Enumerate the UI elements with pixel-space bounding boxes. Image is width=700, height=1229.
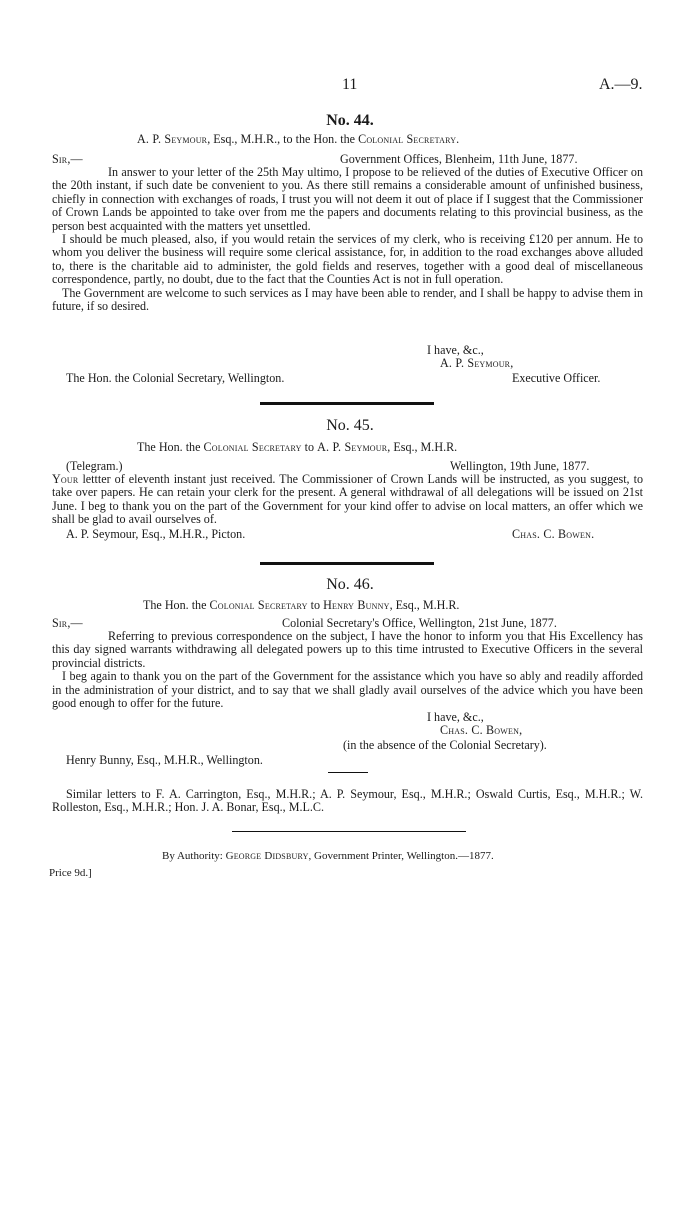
letter-46-body <box>52 630 643 710</box>
letter-44-heading-to: Colonial Secretary. <box>358 132 460 146</box>
document-reference: A.—9. <box>599 76 643 93</box>
letter-46-heading <box>143 599 459 612</box>
price: Price 9d.] <box>49 867 92 879</box>
letter-46-heading-to: Henry Bunny <box>323 598 390 612</box>
letter-45-place-date: Wellington, 19th June, 1877. <box>450 459 590 473</box>
letter-46-heading-post: , Esq., M.H.R. <box>389 598 460 612</box>
letter-45-addressee: A. P. Seymour, Esq., M.H.R., Picton. <box>66 527 246 541</box>
letter-46-paragraph: Referring to previous correspondence on the subject, I have the honor to inform you that His Excellency has this day signed warrants withdrawing all delegated powers up to this time intrusted to Executive Officers in the several provincial districts. <box>52 629 643 670</box>
letter-44-signature-title: Executive Officer. <box>512 371 601 385</box>
letter-46-place-date: Colonial Secretary's Office, Wellington, 21st June, 1877. <box>282 616 557 630</box>
letter-46-closing: I have, &c., <box>427 710 484 724</box>
letter-45-signature: Chas. C. Bowen. <box>512 527 595 541</box>
letter-44-heading-from: A. P. Seymour <box>137 132 208 146</box>
letter-46-heading-pre: The Hon. the <box>143 598 210 612</box>
section-divider <box>260 562 434 565</box>
letter-45-body <box>52 473 643 527</box>
section-divider <box>260 402 434 405</box>
letter-46-signature: Chas. C. Bowen, <box>440 723 523 737</box>
printer-authority <box>162 850 494 863</box>
letter-46-signature-note: (in the absence of the Colonial Secretary). <box>343 738 547 752</box>
letter-44-paragraph: I should be much pleased, also, if you would retain the services of my clerk, who is receiving £120 per annum. He to whom you deliver the business will require some clerical assistance, for, in addition to the road exchanges above alluded to, there is the charitable aid to administer, the gold fields and reserves, together with a good deal of miscellaneous correspondence, partly, no doubt, due to the fact that the Counties Act is not in full operation. <box>52 232 643 287</box>
letter-45-number: No. 45. <box>326 417 374 434</box>
letter-46-heading-from: Colonial Secretary <box>209 598 308 612</box>
letter-44-heading-mid: , Esq., M.H.R., to the Hon. the <box>207 132 359 146</box>
short-divider <box>328 772 368 773</box>
letter-46-heading-mid: to <box>307 598 324 612</box>
authority-prefix: By Authority: <box>162 850 226 862</box>
letter-44-closing: I have, &c., <box>427 343 484 357</box>
authority-suffix: , Government Printer, Wellington.—1877. <box>308 850 494 862</box>
letter-44-signature: A. P. Seymour, <box>440 356 514 370</box>
letter-44-place-date: Government Offices, Blenheim, 11th June, 1877. <box>340 152 578 166</box>
letter-46-addressee: Henry Bunny, Esq., M.H.R., Wellington. <box>66 753 263 767</box>
letter-45-heading-mid: to <box>301 440 318 454</box>
letter-44-heading <box>137 133 459 146</box>
letter-44-salutation: Sir,— <box>52 152 83 166</box>
page-number: 11 <box>342 76 358 93</box>
letter-44-paragraph: The Government are welcome to such services as I may have been able to render, and I shall be happy to advise them in future, if so desired. <box>52 285 643 314</box>
printer-name: George Didsbury <box>225 850 309 862</box>
letter-45-heading-pre: The Hon. the <box>137 440 204 454</box>
letter-46-salutation: Sir,— <box>52 616 83 630</box>
letter-44-addressee: The Hon. the Colonial Secretary, Wellington. <box>66 371 285 385</box>
letter-45-heading-from: Colonial Secretary <box>203 440 302 454</box>
letter-46-paragraph: I beg again to thank you on the part of the Government for the assistance which you have so ably and readily afforded in the administration of your district, and to say that we shall gladly avail ourselves of the advice which you have been good enough to offer for the future. <box>52 669 643 711</box>
letter-45-text: lettter of eleventh instant just received. The Commissioner of Crown Lands will be instructed, as you suggest, to take over papers. He can retain your clerk for the present. A general withdrawal of all delegations will be issued on 21st June. I beg to thank you on the part of the Government for your kind offer to advise on local matters, an offer which we shall be glad to avail ourselves of. <box>52 472 643 527</box>
letter-45-heading-to: A. P. Seymour <box>317 440 388 454</box>
letter-45-telegram-label: (Telegram.) <box>66 459 123 473</box>
letter-45-heading-post: , Esq., M.H.R. <box>387 440 458 454</box>
letter-44-number: No. 44. <box>326 112 374 129</box>
letter-45-first-word: Your <box>52 472 79 486</box>
similar-letters-note: Similar letters to F. A. Carrington, Esq., M.H.R.; A. P. Seymour, Esq., M.H.R.; Oswald Curtis, Esq., M.H.R.; W. Rolleston, Esq., M.H.R.; Hon. J. A. Bonar, Esq., M.L.C. <box>52 787 643 815</box>
letter-44-body <box>52 166 643 313</box>
footer-divider <box>232 831 466 832</box>
letter-45-heading <box>137 441 457 454</box>
letter-46-number: No. 46. <box>326 576 374 593</box>
letter-44-paragraph: In answer to your letter of the 25th May ultimo, I propose to be relieved of the duties of Executive Officer on the 20th instant, if such date be convenient to you. As there still remains a considerable amount of unfinished business, chiefly in connection with exchanges of roads, I trust you will not deem it out of place if I suggest that the Commissioner of Crown Lands be appointed to take over from me the papers and documents relating to this provincial business, as the person best acquainted with the matters yet unsettled. <box>52 165 643 233</box>
